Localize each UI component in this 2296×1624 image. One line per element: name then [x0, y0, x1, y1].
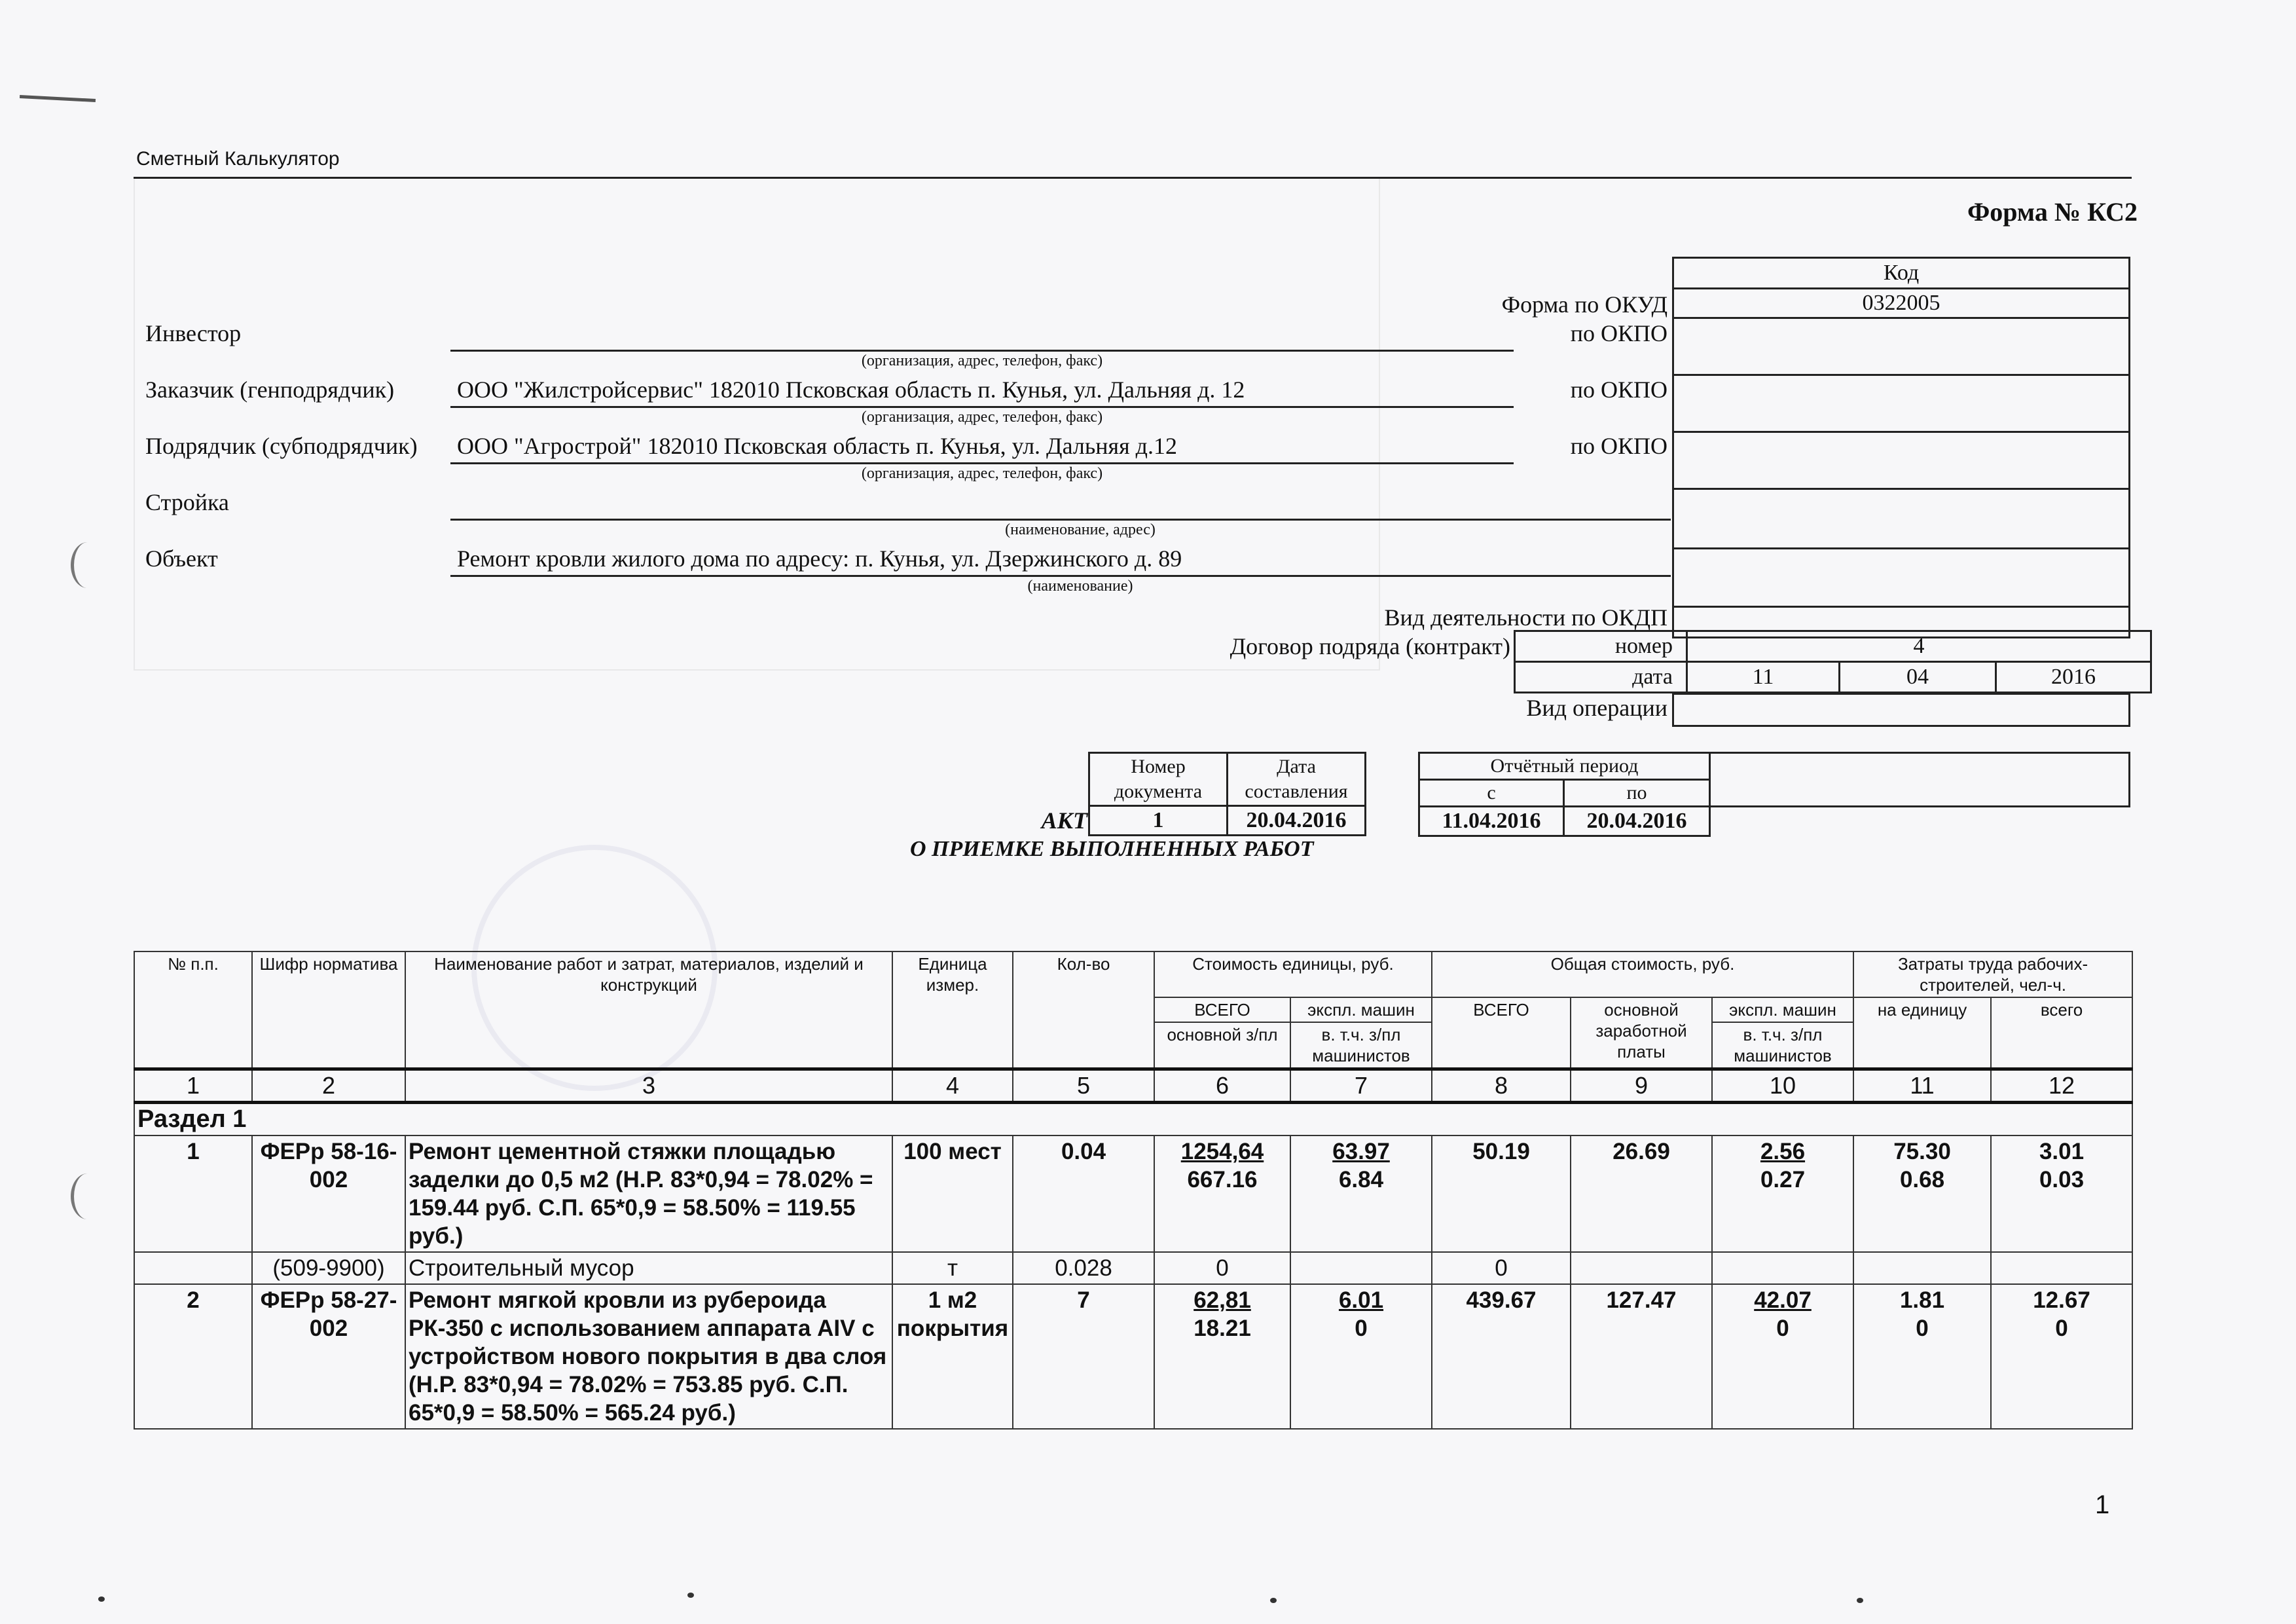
scan-mark	[20, 95, 96, 102]
okpo-label-2: по ОКПО	[1570, 377, 1667, 403]
period-extra-cell	[1710, 753, 2130, 807]
caption-site: (наименование, адрес)	[1005, 521, 1156, 538]
site-label: Стройка	[145, 489, 229, 515]
row-num: 1	[134, 1135, 252, 1252]
th-code: Шифр норматива	[252, 951, 405, 1069]
th-incl-machine-wage-2: в. т.ч. з/пл машинистов	[1712, 1022, 1853, 1069]
row-unit-mach-cell	[1290, 1135, 1432, 1252]
th-base: основной заработной платы	[1571, 997, 1712, 1069]
app-name: Сметный Калькулятор	[136, 148, 340, 170]
row-unit-mach-wage: 0	[1355, 1316, 1368, 1341]
th-machine-op: экспл. машин	[1290, 997, 1432, 1022]
contractor-line	[450, 462, 1514, 464]
period-to: 20.04.2016	[1564, 807, 1710, 836]
th-base-wage: основной з/пл	[1154, 1022, 1290, 1069]
row-unit-mach: 63.97	[1332, 1139, 1390, 1164]
punch-hole-bottom	[71, 1173, 104, 1219]
okud-value: 0322005	[1673, 289, 2130, 318]
row-labor-unit: 1.81	[1899, 1287, 1945, 1313]
contract-date-label: дата	[1515, 662, 1687, 693]
col-num-6: 6	[1154, 1069, 1290, 1103]
th-qty: Кол-во	[1013, 951, 1154, 1069]
contract-month: 04	[1840, 662, 1996, 693]
act-doc-table	[1088, 752, 1366, 836]
scan-speck	[687, 1593, 694, 1598]
row-labor-total-cell	[1991, 1135, 2132, 1252]
investor-line	[450, 350, 1514, 352]
object-label: Объект	[145, 545, 218, 572]
row-unit-mach: 6.01	[1338, 1287, 1384, 1313]
row-total-base: 127.47	[1571, 1284, 1712, 1429]
col-num-11: 11	[1853, 1069, 1991, 1103]
row-labor-total: 3.01	[2039, 1139, 2085, 1164]
operation-cell	[1672, 693, 2130, 727]
row-total-mach-cell	[1712, 1284, 1853, 1429]
row-total-mach	[1712, 1252, 1853, 1284]
th-machine-op-2: экспл. машин	[1712, 997, 1853, 1022]
contractor-value: ООО "Агрострой" 182010 Псковская область п. Кунья, ул. Дальняя д.12	[457, 433, 1177, 459]
caption-contractor: (организация, адрес, телефон, факс)	[861, 465, 1103, 482]
row-code: (509-9900)	[252, 1252, 405, 1284]
row-total-mach: 2.56	[1760, 1139, 1806, 1164]
operation-label: Вид операции	[1526, 695, 1667, 721]
row-unit-mach-cell	[1290, 1284, 1432, 1429]
scan-speck	[1857, 1598, 1863, 1603]
row-code: ФЕРр 58-27-002	[252, 1284, 405, 1429]
act-number: 1	[1089, 806, 1228, 836]
col-num-10: 10	[1712, 1069, 1853, 1103]
site-code-cell	[1673, 489, 2130, 549]
doc-date-header: Дата составления	[1228, 753, 1366, 806]
row-labor-total: 12.67	[2033, 1287, 2090, 1313]
period-from: 11.04.2016	[1419, 807, 1564, 836]
th-all: ВСЕГО	[1154, 997, 1290, 1022]
th-labor: Затраты труда рабочих-строителей, чел-ч.	[1853, 951, 2132, 997]
row-qty: 0.04	[1013, 1135, 1154, 1252]
okpo-label-3: по ОКПО	[1570, 433, 1667, 459]
col-num-7: 7	[1290, 1069, 1432, 1103]
row-labor-unit	[1853, 1252, 1991, 1284]
row-labor-unit-cell	[1853, 1135, 1991, 1252]
caption-object: (наименование)	[1027, 578, 1133, 595]
period-header: Отчётный период	[1419, 753, 1710, 780]
row-total-all: 0	[1432, 1252, 1571, 1284]
page-number: 1	[2095, 1490, 2110, 1519]
row-name: Ремонт цементной стяжки площадью заделки до 0,5 м2 (Н.Р. 83*0,94 = 78.02% = 159.44 руб. С.П. 65*0,9 = 58.50% = 119.55 руб.)	[405, 1135, 892, 1252]
caption-customer: (организация, адрес, телефон, факс)	[861, 409, 1103, 426]
doc-number-header: Номер документа	[1089, 753, 1228, 806]
row-name: Ремонт мягкой кровли из рубероида РК-350 с использованием аппарата AIV с устройством нового покрытия в два слоя (Н.Р. 83*0,94 = 78.02% = 753.85 руб. С.П. 65*0,9 = 58.50% = 565.24 руб.)	[405, 1284, 892, 1429]
th-incl-machine-wage: в. т.ч. з/пл машинистов	[1290, 1022, 1432, 1069]
section-title: Раздел 1	[134, 1103, 2132, 1136]
okpo-customer-cell	[1673, 375, 2130, 432]
th-total-cost: Общая стоимость, руб.	[1432, 951, 1853, 997]
contract-table	[1514, 630, 2152, 693]
col-num-12: 12	[1991, 1069, 2132, 1103]
scan-speck	[98, 1596, 105, 1602]
row-total-mach-wage: 0	[1776, 1316, 1789, 1341]
col-num-8: 8	[1432, 1069, 1571, 1103]
row-labor-total-2: 0	[2055, 1316, 2068, 1341]
object-code-cell	[1673, 549, 2130, 607]
customer-value: ООО "Жилстройсервис" 182010 Псковская область п. Кунья, ул. Дальняя д. 12	[457, 377, 1245, 403]
object-value: Ремонт кровли жилого дома по адресу: п. Кунья, ул. Дзержинского д. 89	[457, 545, 1182, 572]
row-unit: 100 мест	[892, 1135, 1013, 1252]
okud-label: Форма по ОКУД	[1501, 291, 1667, 318]
th-total-all: ВСЕГО	[1432, 997, 1571, 1069]
row-num: 2	[134, 1284, 252, 1429]
contract-year: 2016	[1996, 662, 2151, 693]
okdp-label: Вид деятельности по ОКДП	[1384, 604, 1667, 631]
row-unit-all-cell	[1154, 1135, 1290, 1252]
row-unit-mach-wage: 6.84	[1338, 1167, 1384, 1192]
row-num	[134, 1252, 252, 1284]
row-labor-total-2: 0.03	[2039, 1167, 2085, 1192]
code-box	[1672, 257, 2130, 638]
row-unit-all: 0	[1154, 1252, 1290, 1284]
row-total-mach: 42.07	[1754, 1287, 1812, 1313]
row-qty: 7	[1013, 1284, 1154, 1429]
site-line	[450, 519, 1671, 521]
row-total-all: 439.67	[1432, 1284, 1571, 1429]
row-unit-base: 18.21	[1194, 1316, 1251, 1341]
works-table	[134, 951, 2133, 1430]
contract-number-value: 4	[1687, 631, 2151, 662]
row-labor-total-cell	[1991, 1284, 2132, 1429]
okpo-label-1: по ОКПО	[1570, 320, 1667, 346]
act-label: АКТ	[1041, 807, 1087, 834]
row-unit-all: 62,81	[1194, 1287, 1251, 1313]
row-total-all: 50.19	[1432, 1135, 1571, 1252]
act-title: О ПРИЕМКЕ ВЫПОЛНЕННЫХ РАБОТ	[910, 837, 1314, 861]
code-header: Код	[1673, 258, 2130, 289]
contract-label: Договор подряда (контракт)	[1230, 633, 1510, 659]
th-per-unit: на единицу	[1853, 997, 1991, 1069]
row-unit: т	[892, 1252, 1013, 1284]
punch-hole-top	[71, 542, 104, 588]
col-num-1: 1	[134, 1069, 252, 1103]
col-num-2: 2	[252, 1069, 405, 1103]
th-unit: Единица измер.	[892, 951, 1013, 1069]
th-num: № п.п.	[134, 951, 252, 1069]
row-unit-all-cell	[1154, 1284, 1290, 1429]
object-line	[450, 575, 1671, 577]
period-from-header: с	[1419, 780, 1564, 807]
caption-investor: (организация, адрес, телефон, факс)	[861, 352, 1103, 369]
row-unit: 1 м2 покрытия	[892, 1284, 1013, 1429]
contractor-label: Подрядчик (субподрядчик)	[145, 433, 418, 459]
th-name: Наименование работ и затрат, материалов, изделий и конструкций	[405, 951, 892, 1069]
col-num-5: 5	[1013, 1069, 1154, 1103]
row-labor-total	[1991, 1252, 2132, 1284]
row-labor-unit-cell	[1853, 1284, 1991, 1429]
customer-label: Заказчик (генподрядчик)	[145, 377, 395, 403]
scan-speck	[1270, 1598, 1277, 1603]
row-total-base: 26.69	[1571, 1135, 1712, 1252]
th-unit-cost: Стоимость единицы, руб.	[1154, 951, 1432, 997]
col-num-9: 9	[1571, 1069, 1712, 1103]
period-table	[1418, 752, 2130, 837]
contract-number-label: номер	[1515, 631, 1687, 662]
row-total-mach-wage: 0.27	[1760, 1167, 1806, 1192]
period-blank	[1710, 807, 2130, 836]
row-labor-unit-2: 0	[1916, 1316, 1929, 1341]
row-labor-unit: 75.30	[1893, 1139, 1951, 1164]
header-rule	[134, 177, 2132, 179]
row-total-mach-cell	[1712, 1135, 1853, 1252]
okpo-investor-cell	[1673, 318, 2130, 375]
row-qty: 0.028	[1013, 1252, 1154, 1284]
th-total: всего	[1991, 997, 2132, 1069]
table-row	[134, 1284, 2132, 1429]
row-labor-unit-2: 0.68	[1899, 1167, 1945, 1192]
row-code: ФЕРр 58-16-002	[252, 1135, 405, 1252]
row-unit-base: 667.16	[1187, 1167, 1258, 1192]
form-label: Форма № КС2	[1967, 197, 2138, 227]
row-unit-mach	[1290, 1252, 1432, 1284]
col-num-4: 4	[892, 1069, 1013, 1103]
row-total-base	[1571, 1252, 1712, 1284]
contract-day: 11	[1687, 662, 1840, 693]
okpo-contractor-cell	[1673, 432, 2130, 489]
act-date: 20.04.2016	[1228, 806, 1366, 836]
row-unit-all: 1254,64	[1180, 1139, 1264, 1164]
period-to-header: по	[1564, 780, 1710, 807]
table-row	[134, 1252, 2132, 1284]
row-name: Строительный мусор	[405, 1252, 892, 1284]
table-row	[134, 1135, 2132, 1252]
investor-label: Инвестор	[145, 320, 242, 346]
col-num-3: 3	[405, 1069, 892, 1103]
customer-line	[450, 406, 1514, 408]
